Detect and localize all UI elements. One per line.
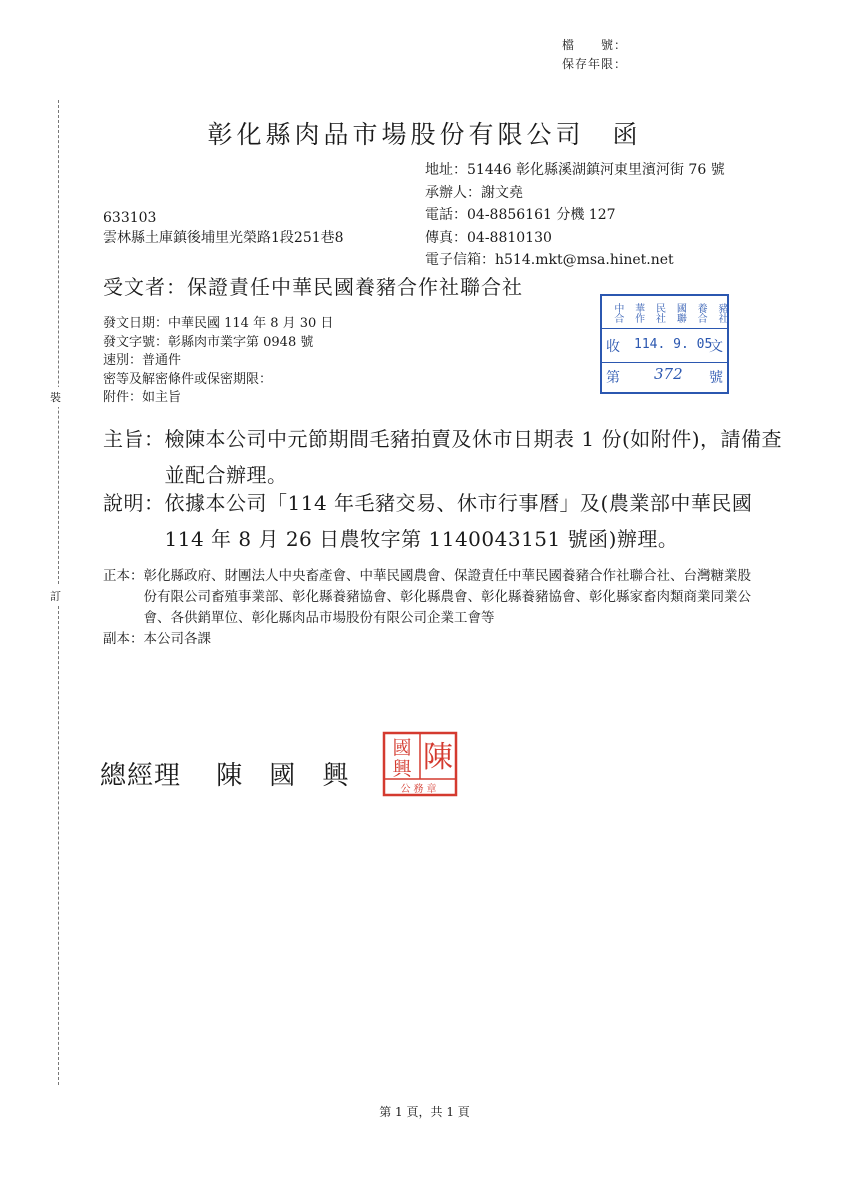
stamp-org-col: 國聯 <box>674 303 686 323</box>
signer-name <box>190 761 349 791</box>
seal-bottom-text: 公務章 <box>400 784 440 795</box>
subject-label: 主旨： <box>103 427 165 451</box>
copy-recipients <box>103 629 753 650</box>
stamp-org-col: 中合 <box>611 303 623 323</box>
seal-char: 興 <box>392 758 412 780</box>
stamp-no-prefix: 第 <box>606 370 620 386</box>
stamp-org-col: 豬社 <box>715 303 727 323</box>
seal-char: 陳 <box>423 740 453 775</box>
stamp-receive-char: 收 <box>606 339 620 355</box>
document-number: 發文字號：彰縣肉市業字第 0948 號 <box>103 334 314 350</box>
original-list: 彰化縣政府、財團法人中央畜產會、中華民國農會、保證責任中華民國養豬合作社聯合社、台灣糖業股份有限公司畜殖事業部、彰化縣養豬協會、彰化縣農會、彰化縣養豬協會、彰化縣家畜肉類商業同業公會、各供銷單位、彰化縣肉品市場股份有限公司企業工會等 <box>143 568 751 626</box>
document-meta <box>103 315 333 408</box>
document-type: 函 <box>612 120 642 149</box>
received-stamp-number-row <box>602 362 727 390</box>
company-name: 彰化縣肉品市場股份有限公司 <box>207 120 585 149</box>
received-stamp-org <box>602 296 727 329</box>
signer-name-char: 陳 <box>216 761 244 791</box>
subject-text: 檢陳本公司中元節期間毛豬拍賣及休市日期表 1 份(如附件)，請備查並配合辦理。 <box>164 427 783 487</box>
copy-label: 副本： <box>103 631 144 647</box>
sender-contact <box>425 159 725 272</box>
original-label: 正本： <box>103 568 144 584</box>
stamp-org-col: 華作 <box>632 303 644 323</box>
delivery-speed: 速別：普通件 <box>103 353 182 368</box>
document-title <box>0 115 849 151</box>
handler: 承辦人：謝文堯 <box>425 184 523 201</box>
archive-number-label: 檔 號： <box>562 38 628 52</box>
seal-char: 國 <box>392 737 412 759</box>
explanation-text: 依據本公司「114 年毛豬交易、休市行事曆」及(農業部中華民國 114 年 8 月 26 日農牧字第 1140043151 號函)辦理。 <box>164 491 753 551</box>
issue-date: 發文日期：中華民國 114 年 8 月 30 日 <box>103 316 334 331</box>
signature-line <box>100 755 349 792</box>
sender-address: 地址：51446 彰化縣溪湖鎮河東里濱河街 76 號 <box>425 162 725 178</box>
explanation-section <box>103 485 783 557</box>
stamp-received-date: 114. 9. 05 <box>634 337 713 352</box>
fax: 傳真：04-8810130 <box>425 229 552 246</box>
binding-mark-top: 裝 <box>50 387 61 407</box>
stamp-org-col: 養合 <box>695 303 707 323</box>
stamp-doc-char: 文 <box>709 339 723 355</box>
subject-section <box>103 421 783 493</box>
recipient: 受文者：保證責任中華民國養豬合作社聯合社 <box>103 275 523 299</box>
signer-name-char: 國 <box>269 761 297 791</box>
retention-period-label: 保存年限： <box>562 57 628 71</box>
stamp-received-number: 372 <box>654 365 683 383</box>
email: 電子信箱：h514.mkt@msa.hinet.net <box>425 252 674 268</box>
explanation-label: 說明： <box>103 491 165 515</box>
secrecy-level: 密等及解密條件或保密期限： <box>103 371 273 387</box>
official-seal <box>382 731 458 797</box>
original-recipients <box>103 566 753 629</box>
binding-mark-bottom: 訂 <box>50 586 61 606</box>
received-stamp <box>600 294 729 394</box>
recipient-address <box>103 208 344 248</box>
signer-title: 總經理 <box>100 761 182 791</box>
received-stamp-date-row <box>602 328 727 363</box>
attachment: 附件：如主旨 <box>103 390 182 405</box>
archive-info <box>562 36 627 74</box>
stamp-org-col: 民社 <box>653 303 665 323</box>
signer-name-char: 興 <box>322 761 350 791</box>
stamp-no-suffix: 號 <box>709 370 723 386</box>
page-footer: 第 1 頁，共 1 頁 <box>379 1105 470 1119</box>
phone: 電話：04-8856161 分機 127 <box>425 207 616 223</box>
distribution-section <box>103 566 753 650</box>
copy-list: 本公司各課 <box>143 631 211 647</box>
postal-code: 633103 <box>103 210 157 226</box>
street-address: 雲林縣土庫鎮後埔里光榮路1段251巷8 <box>103 230 344 246</box>
